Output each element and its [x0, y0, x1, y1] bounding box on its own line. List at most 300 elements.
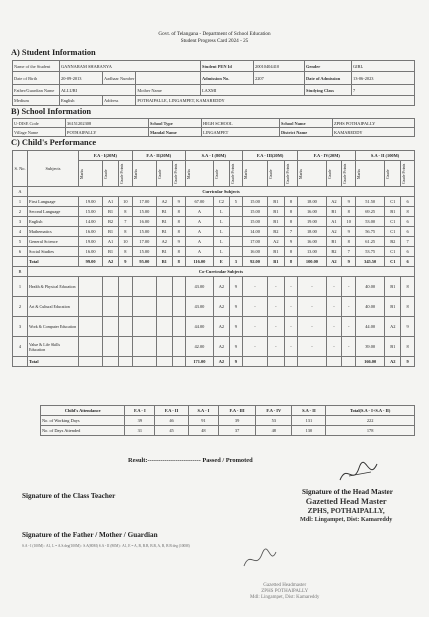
attendance-table — [40, 405, 415, 436]
score-cell: 13.00 — [298, 247, 326, 257]
cocurricular-no: 1 — [13, 277, 28, 297]
village-label: Village Name — [13, 128, 66, 137]
cocurricular-sa1: A2 — [214, 297, 230, 317]
score-cell: B1 — [103, 207, 119, 217]
performance-table — [12, 150, 415, 367]
cototal-sa2: A2 — [385, 357, 401, 367]
score-cell: B1 — [156, 227, 172, 237]
subject-no: 5 — [13, 237, 28, 247]
empty-cell — [118, 317, 132, 337]
cototal-sa2: 166.00 — [356, 357, 385, 367]
cocurricular-sa2: 8 — [401, 277, 415, 297]
cocurricular-sa2: 8 — [401, 297, 415, 317]
column-subheader — [132, 161, 156, 187]
score-cell: 15.00 — [132, 227, 156, 237]
column-subheader — [156, 161, 172, 187]
score-cell: B1 — [268, 217, 284, 227]
school-name-label: School Name — [280, 119, 333, 128]
score-cell: A1 — [103, 237, 119, 247]
total-cell: 9 — [342, 257, 356, 267]
score-cell: 8 — [342, 237, 356, 247]
mother-label: Mother Name — [136, 85, 201, 96]
score-cell: 56.75 — [356, 227, 385, 237]
attendance-value: 130 — [292, 426, 326, 436]
empty-cell — [103, 317, 119, 337]
empty-cell — [118, 357, 132, 367]
empty-cell — [79, 297, 103, 317]
column-subheader — [214, 161, 230, 187]
column-subheader — [242, 161, 267, 187]
score-cell: 9 — [284, 237, 298, 247]
score-cell: 6 — [401, 217, 415, 227]
total-cell: A2 — [103, 257, 119, 267]
column-subheader-text: Grade — [327, 168, 332, 179]
score-cell: 15.00 — [242, 217, 267, 227]
score-cell: 5 — [229, 197, 242, 207]
score-cell: 14.00 — [79, 217, 103, 227]
column-subheader-text: Grade Points — [173, 163, 178, 184]
score-cell — [229, 247, 242, 257]
cototal-label: Total — [28, 357, 79, 367]
total-cell: E — [214, 257, 230, 267]
attendance-header: S.A - I — [188, 406, 218, 416]
total-cell: 6 — [401, 257, 415, 267]
score-cell: 8 — [284, 247, 298, 257]
score-cell: B1 — [326, 237, 342, 247]
score-cell: 8 — [284, 217, 298, 227]
curricular-title: Curricular Subjects — [28, 187, 415, 197]
section-performance-title: C) Child's Performance — [11, 138, 97, 147]
score-cell: 8 — [172, 247, 185, 257]
stamp-line-3: Mdl: Lingampet, Dist: Kamareddy — [300, 516, 393, 523]
school-type-value: HIGH SCHOOL — [202, 119, 280, 128]
score-cell: 16.00 — [79, 247, 103, 257]
column-subheader-text: Grade Points — [230, 163, 235, 184]
aadhaar-value — [136, 72, 201, 85]
empty-cell — [268, 357, 284, 367]
dash-cell: - — [284, 317, 298, 337]
score-cell: 8 — [118, 207, 132, 217]
footer-stamp-line-2: ZPHS POTHAIPALLY — [261, 589, 309, 594]
cototal-no — [13, 357, 28, 367]
dash-cell: - — [284, 337, 298, 357]
score-cell: A — [185, 217, 213, 227]
exam-header: F.A - II(20M) — [132, 151, 185, 161]
attendance-value: 53 — [256, 416, 292, 426]
score-cell: 16.00 — [132, 217, 156, 227]
name-label: Name of the Student — [13, 61, 60, 72]
score-cell: 17.00 — [242, 237, 267, 247]
score-cell: B1 — [268, 197, 284, 207]
score-cell: 7 — [284, 227, 298, 237]
dash-cell: - — [298, 337, 326, 357]
attendance-value: 39 — [219, 416, 256, 426]
exam-header: F.A - IV(20M) — [298, 151, 356, 161]
column-subheader-text: Marks — [80, 168, 84, 179]
cototal-sa1: A2 — [214, 357, 230, 367]
cototal-sa1: 171.00 — [185, 357, 213, 367]
dob-value: 20-09-2013 — [60, 72, 103, 85]
score-cell: 8 — [118, 247, 132, 257]
column-subheader-text: Marks — [357, 168, 362, 179]
attendance-header: F.A - III — [219, 406, 256, 416]
subject-no: 1 — [13, 197, 28, 207]
subject-name: Social Studies — [28, 247, 79, 257]
score-cell: B2 — [385, 237, 401, 247]
admno-label: Admission No. — [201, 72, 254, 85]
score-cell: 6 — [401, 197, 415, 207]
class-value: 7 — [352, 85, 415, 96]
empty-cell — [172, 297, 185, 317]
cocurricular-sa1: 9 — [229, 277, 242, 297]
attendance-value: 31 — [125, 426, 155, 436]
cocurricular-no: 3 — [13, 317, 28, 337]
score-cell: B1 — [268, 207, 284, 217]
empty-cell — [103, 357, 119, 367]
score-cell: B1 — [156, 207, 172, 217]
exam-header: S.A - I (80M) — [185, 151, 242, 161]
empty-cell — [172, 337, 185, 357]
score-cell: B1 — [103, 227, 119, 237]
score-cell: A — [185, 247, 213, 257]
score-cell: 7 — [342, 247, 356, 257]
score-cell — [229, 237, 242, 247]
cocurricular-sa1: 43.00 — [185, 277, 213, 297]
score-cell: A2 — [268, 237, 284, 247]
score-cell: B1 — [385, 207, 401, 217]
student-name: GANNARAM SHARANYA — [60, 61, 201, 72]
total-cell: 95.00 — [132, 257, 156, 267]
empty-cell — [326, 357, 342, 367]
score-cell: 8 — [401, 207, 415, 217]
cocurricular-sa2: 44.00 — [356, 317, 385, 337]
score-cell: 9 — [342, 227, 356, 237]
cocurricular-sa1: A2 — [214, 277, 230, 297]
dash-cell: - — [326, 317, 342, 337]
empty-cell — [118, 297, 132, 317]
dash-cell: - — [326, 337, 342, 357]
column-subheader — [385, 161, 401, 187]
column-subheader — [172, 161, 185, 187]
total-cell: 100.00 — [298, 257, 326, 267]
part-a-label: A — [13, 187, 28, 197]
score-cell: A2 — [326, 227, 342, 237]
attendance-header: S.A - II — [292, 406, 326, 416]
empty-cell — [342, 357, 356, 367]
cototal-sa2: 9 — [401, 357, 415, 367]
admno-value: 2207 — [254, 72, 305, 85]
column-subheader-text: Grade Points — [343, 163, 348, 184]
score-cell: C1 — [385, 247, 401, 257]
score-cell: A2 — [156, 237, 172, 247]
column-subheader-text: Grade — [215, 168, 220, 179]
grading-footnote: S.A - I (100M) : A1, L = A.S.deg(100M) : S.A(80M) S.A - II (80M) : A1, E = A, B, B.B, B.B, A, B, B B deg (100M) — [22, 544, 190, 548]
empty-cell — [284, 357, 298, 367]
score-cell: 7 — [401, 237, 415, 247]
cocurricular-sa1: 9 — [229, 317, 242, 337]
empty-cell — [172, 277, 185, 297]
empty-cell — [103, 277, 119, 297]
score-cell: 8 — [342, 207, 356, 217]
pen-label: Student PEN Id — [201, 61, 254, 72]
empty-cell — [132, 357, 156, 367]
dash-cell: - — [326, 277, 342, 297]
govt-title: Govt. of Telangana - Department of School Education — [158, 31, 271, 37]
total-cell: 8 — [284, 257, 298, 267]
attendance-value: 48 — [188, 426, 218, 436]
cocurricular-sa2: 8 — [401, 337, 415, 357]
score-cell — [229, 227, 242, 237]
score-cell — [229, 217, 242, 227]
stamp-line-2: ZPHS, POTHAIPALLY, — [307, 506, 385, 515]
address-value: POTHAIPALLE, LINGAMPET, KAMAREDDY — [136, 96, 415, 106]
column-subheader — [298, 161, 326, 187]
empty-cell — [79, 337, 103, 357]
score-cell: 6 — [401, 247, 415, 257]
column-subheader — [185, 161, 213, 187]
score-cell: 51.50 — [356, 197, 385, 207]
subject-no: 4 — [13, 227, 28, 237]
cocurricular-name: Work & Computer Education — [28, 317, 79, 337]
attendance-row-label: No. of Working Days — [41, 416, 125, 426]
empty-cell — [118, 337, 132, 357]
empty-cell — [103, 297, 119, 317]
score-cell: B1 — [326, 207, 342, 217]
score-cell: 10 — [342, 217, 356, 227]
dash-cell: - — [298, 277, 326, 297]
empty-cell — [156, 317, 172, 337]
dash-cell: - — [268, 277, 284, 297]
cocurricular-sa2: 39.00 — [356, 337, 385, 357]
attendance-value: 222 — [326, 416, 415, 426]
score-cell: C1 — [385, 197, 401, 207]
score-cell: 10 — [118, 197, 132, 207]
dob-label: Date of Birth — [13, 72, 60, 85]
score-cell: 15.00 — [132, 207, 156, 217]
footer-stamp-line-3: Mdl: Lingampet, Dist: Kamareddy — [250, 595, 320, 600]
column-subheader — [326, 161, 342, 187]
column-subheader — [356, 161, 385, 187]
parent-signature-label: Signature of the Father / Mother / Guardian — [22, 531, 158, 539]
column-subheader — [268, 161, 284, 187]
school-name-value: ZPHS POTHAIPALLY — [333, 119, 415, 128]
cocurricular-sa1: 9 — [229, 297, 242, 317]
attendance-value: 45 — [155, 426, 188, 436]
column-subheader-text: Grade — [269, 168, 274, 179]
empty-cell — [132, 317, 156, 337]
column-subheader-text: Marks — [186, 168, 191, 179]
score-cell: 67.00 — [185, 197, 213, 207]
score-cell: 9 — [172, 197, 185, 207]
score-cell: 8 — [172, 207, 185, 217]
score-cell: B1 — [103, 247, 119, 257]
cocurricular-sa2: 40.00 — [356, 277, 385, 297]
cocurricular-sa1: 44.00 — [185, 317, 213, 337]
score-cell: 16.00 — [298, 207, 326, 217]
cocurricular-sa2: B1 — [385, 337, 401, 357]
score-cell: 15.00 — [132, 247, 156, 257]
exam-header: F.A - III(20M) — [242, 151, 297, 161]
attendance-row-label: No. of Days Attended — [41, 426, 125, 436]
total-cell: A2 — [326, 257, 342, 267]
medium-value: English — [60, 96, 103, 106]
attendance-header: F.A - IV — [256, 406, 292, 416]
score-cell: 17.00 — [132, 237, 156, 247]
doa-label: Date of Admission — [305, 72, 352, 85]
score-cell: 16.00 — [298, 237, 326, 247]
attendance-value: 46 — [155, 416, 188, 426]
column-subheader-text: Grade — [386, 168, 391, 179]
head-master-stamp — [300, 497, 392, 524]
exam-header: S.A - II (100M) — [356, 151, 415, 161]
attendance-value: 48 — [256, 426, 292, 436]
empty-cell — [79, 357, 103, 367]
section-school-title: B) School Information — [11, 107, 92, 116]
score-cell: 9 — [172, 237, 185, 247]
address-label: Address — [103, 96, 136, 106]
score-cell: 69.25 — [356, 207, 385, 217]
attendance-value: 39 — [125, 416, 155, 426]
cocurricular-sa1: 9 — [229, 337, 242, 357]
subject-name: Second Language — [28, 207, 79, 217]
empty-cell — [79, 277, 103, 297]
cocurricular-sa2: A2 — [385, 317, 401, 337]
score-cell: 16.00 — [242, 247, 267, 257]
score-cell: L — [214, 227, 230, 237]
father-value: ALLURI — [60, 85, 136, 96]
column-subheader — [79, 161, 103, 187]
attendance-header: F.A - I — [125, 406, 155, 416]
dash-cell: - — [342, 317, 356, 337]
column-subheader-text: Grade — [104, 168, 109, 179]
cocurricular-sa1: 42.00 — [185, 337, 213, 357]
result-line: Result:------------------------- Passed / Promoted — [128, 457, 253, 464]
pen-value: 20010404410 — [254, 61, 305, 72]
class-teacher-signature-label: Signature of the Class Teacher — [22, 492, 116, 500]
empty-cell — [156, 337, 172, 357]
score-cell: 7 — [118, 217, 132, 227]
score-cell: 8 — [172, 217, 185, 227]
column-subheader — [284, 161, 298, 187]
empty-cell — [156, 277, 172, 297]
column-subheader-text: Grade Points — [119, 163, 124, 184]
score-cell: A — [185, 227, 213, 237]
empty-cell — [156, 357, 172, 367]
column-subheader-text: Marks — [299, 168, 304, 179]
cocurricular-sa2: 9 — [401, 317, 415, 337]
attendance-header: Child's Attendance — [41, 406, 125, 416]
total-cell: C1 — [385, 257, 401, 267]
score-cell: L — [214, 207, 230, 217]
score-cell: 15.00 — [242, 197, 267, 207]
empty-cell — [172, 317, 185, 337]
dash-cell: - — [298, 317, 326, 337]
column-subheader-text: Marks — [243, 168, 248, 179]
empty-cell — [156, 297, 172, 317]
subject-no: 2 — [13, 207, 28, 217]
dash-cell: - — [284, 297, 298, 317]
dash-cell: - — [268, 297, 284, 317]
score-cell: B1 — [156, 247, 172, 257]
medium-label: Medium — [13, 96, 60, 106]
score-cell: A1 — [103, 197, 119, 207]
score-cell: 17.00 — [132, 197, 156, 207]
score-cell: L — [214, 237, 230, 247]
score-cell: 10 — [118, 237, 132, 247]
udise-label: U-DISE Code — [13, 119, 66, 128]
school-info-table — [12, 118, 415, 137]
cocurricular-name: Health & Physical Education — [28, 277, 79, 297]
score-cell: A — [185, 207, 213, 217]
total-cell: 116.00 — [185, 257, 213, 267]
score-cell: C1 — [385, 217, 401, 227]
district-value: KAMAREDDY — [333, 128, 415, 137]
cocurricular-sa2: 40.00 — [356, 297, 385, 317]
score-cell: A — [185, 237, 213, 247]
score-cell: 53.75 — [356, 247, 385, 257]
subject-name: General Science — [28, 237, 79, 247]
attendance-value: 178 — [326, 426, 415, 436]
student-info-table — [12, 60, 415, 106]
doa-value: 13-06-2023 — [352, 72, 415, 85]
school-type-label: School Type — [149, 119, 202, 128]
card-header — [0, 31, 429, 45]
cototal-sa1: 9 — [229, 357, 242, 367]
cocurricular-sa1: A2 — [214, 317, 230, 337]
subject-no: 6 — [13, 247, 28, 257]
attendance-value: 91 — [188, 416, 218, 426]
cocurricular-no: 4 — [13, 337, 28, 357]
score-cell: B1 — [156, 217, 172, 227]
footer-signature — [240, 546, 280, 572]
empty-cell — [132, 297, 156, 317]
attendance-header: F.A - II — [155, 406, 188, 416]
district-label: District Name — [280, 128, 333, 137]
dash-cell: - — [268, 317, 284, 337]
empty-cell — [132, 277, 156, 297]
score-cell: 16.00 — [79, 227, 103, 237]
cocurricular-sa2: B1 — [385, 277, 401, 297]
mandal-value: LINGAMPET — [202, 128, 280, 137]
subject-name: English — [28, 217, 79, 227]
dash-cell: - — [342, 277, 356, 297]
aadhaar-label: Aadhaar Number — [103, 72, 136, 85]
score-cell: A2 — [156, 197, 172, 207]
attendance-value: 131 — [292, 416, 326, 426]
mother-value: LAXMI — [201, 85, 305, 96]
score-cell: B2 — [268, 227, 284, 237]
total-cell: B1 — [156, 257, 172, 267]
score-cell: 19.00 — [79, 237, 103, 247]
column-subheader — [103, 161, 119, 187]
score-cell: A2 — [326, 197, 342, 207]
gender-value: GIRL — [352, 61, 415, 72]
subject-name: First Language — [28, 197, 79, 207]
column-subheader-text: Grade Points — [402, 163, 407, 184]
dash-cell: - — [242, 297, 267, 317]
total-cell: 3 — [229, 257, 242, 267]
score-cell: B2 — [326, 247, 342, 257]
attendance-value: 37 — [219, 426, 256, 436]
total-cell: 345.50 — [356, 257, 385, 267]
sno-header: S. No. — [13, 151, 28, 187]
dash-cell: - — [242, 317, 267, 337]
cocurricular-sa2: B1 — [385, 297, 401, 317]
subject-no: 3 — [13, 217, 28, 227]
total-cell: 9 — [118, 257, 132, 267]
empty-cell — [79, 317, 103, 337]
footer-stamp-line-1: Gazetted Headmaster — [263, 583, 307, 588]
